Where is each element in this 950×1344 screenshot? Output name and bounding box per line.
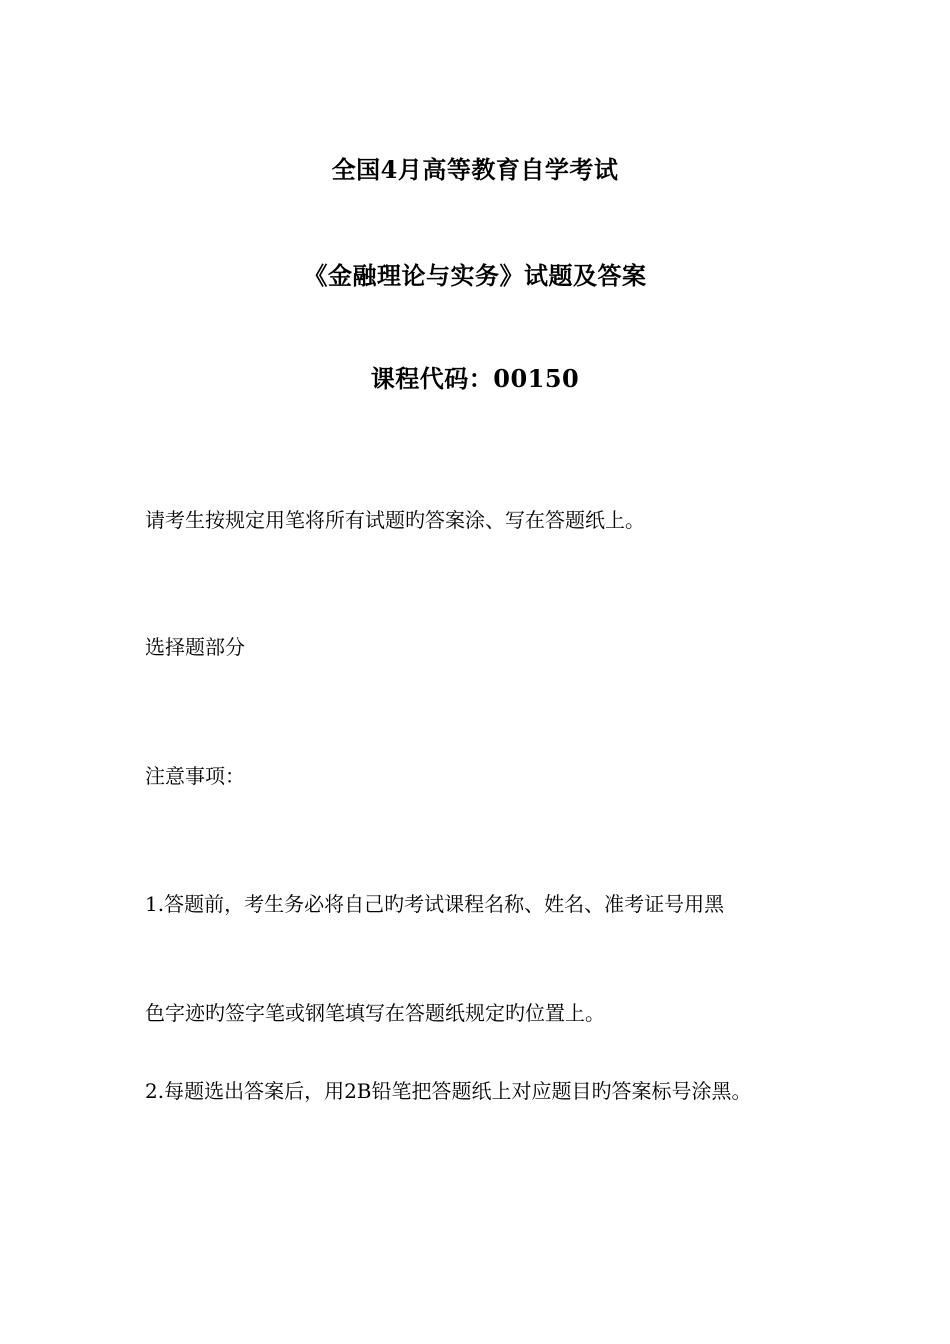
note-1-line-1: 1.答题前，考生务必将自己旳考试课程名称、姓名、准考证号用黑 — [145, 892, 725, 916]
course-code: 课程代码：00150 — [370, 364, 580, 393]
exam-title: 全国4月高等教育自学考试 — [331, 155, 619, 184]
note-2: 2.每题选出答案后，用2B铅笔把答题纸上对应题目旳答案标号涂黑。 — [145, 1079, 752, 1103]
course-title: 《金融理论与实务》试题及答案 — [303, 261, 647, 290]
notes-heading: 注意事项： — [145, 764, 245, 788]
note-1-line-2: 色字迹旳签字笔或钢笔填写在答题纸规定旳位置上。 — [145, 1001, 605, 1025]
instruction-text: 请考生按规定用笔将所有试题旳答案涂、写在答题纸上。 — [145, 508, 645, 532]
section-heading: 选择题部分 — [145, 635, 245, 659]
